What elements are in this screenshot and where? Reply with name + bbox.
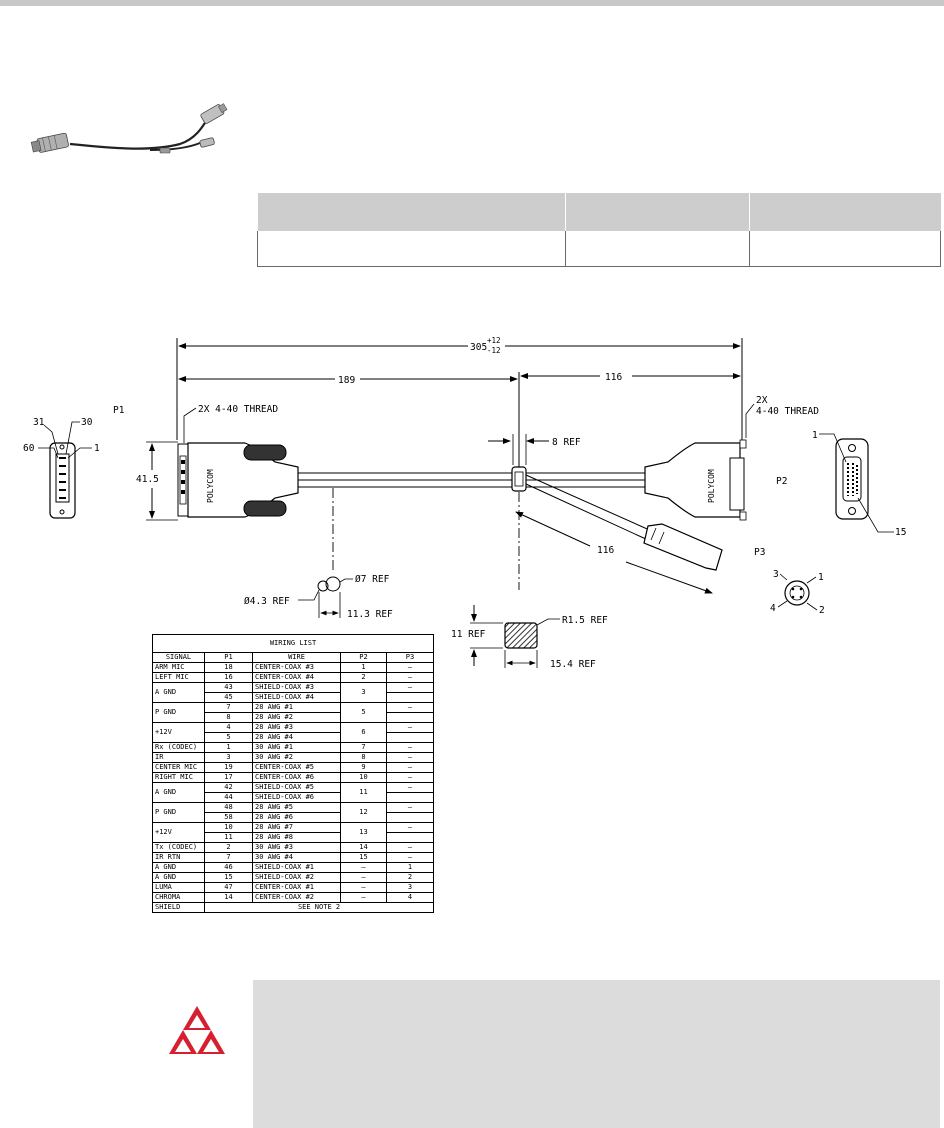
wiring-p3-empty xyxy=(387,733,434,743)
wiring-row xyxy=(153,883,434,893)
wiring-wire: SHIELD-COAX #6 xyxy=(253,793,341,803)
p2-brand-mark: POLYCOM xyxy=(707,469,716,503)
wiring-p1: 47 xyxy=(205,883,253,893)
wiring-p1: 16 xyxy=(205,673,253,683)
wiring-signal: +12V xyxy=(153,823,205,843)
wiring-row xyxy=(153,893,434,903)
wiring-signal: A GND xyxy=(153,863,205,873)
wiring-wire: SHIELD-COAX #5 xyxy=(253,783,341,793)
wiring-p3: — xyxy=(387,853,434,863)
wiring-wire: CENTER-COAX #6 xyxy=(253,773,341,783)
wiring-signal: A GND xyxy=(153,783,205,803)
wiring-signal: LEFT MIC xyxy=(153,673,205,683)
table-header-cell xyxy=(750,193,941,231)
wiring-signal: A GND xyxy=(153,683,205,703)
p1-brand-mark: POLYCOM xyxy=(206,469,215,503)
p3-pin-2: 2 xyxy=(819,605,825,616)
wiring-p2: — xyxy=(341,893,387,903)
wiring-p2: 11 xyxy=(341,783,387,803)
wiring-p3: — xyxy=(387,683,434,693)
wiring-p1: 3 xyxy=(205,753,253,763)
wiring-wire: CENTER-COAX #5 xyxy=(253,763,341,773)
p2-label: P2 xyxy=(776,476,788,487)
wiring-p3-empty xyxy=(387,693,434,703)
wiring-p2: 14 xyxy=(341,843,387,853)
wiring-p3: 2 xyxy=(387,873,434,883)
ring-inner-diameter: Ø4.3 REF xyxy=(244,596,290,607)
wiring-p3: 4 xyxy=(387,893,434,903)
wiring-p3-empty xyxy=(387,813,434,823)
wiring-p3: — xyxy=(387,763,434,773)
ring-outer-diameter: Ø7 REF xyxy=(355,574,390,585)
wiring-shield-note: SEE NOTE 2 xyxy=(205,903,434,913)
wiring-p1: 43 xyxy=(205,683,253,693)
ferrite-detail xyxy=(451,605,608,670)
wiring-p1: 42 xyxy=(205,783,253,793)
wiring-p3: — xyxy=(387,843,434,853)
note-box xyxy=(253,980,940,1128)
p2-thread-label-2: 4-40 THREAD xyxy=(756,406,819,417)
wiring-p2: 9 xyxy=(341,763,387,773)
ring-width: 11.3 REF xyxy=(347,609,393,620)
wiring-wire: SHIELD-COAX #3 xyxy=(253,683,341,693)
wiring-header-wire: WIRE xyxy=(253,653,341,663)
wiring-p1: 46 xyxy=(205,863,253,873)
height-dimension xyxy=(136,442,178,520)
wiring-list-table xyxy=(152,634,434,913)
wiring-wire: 28 AWG #6 xyxy=(253,813,341,823)
wiring-p2: 2 xyxy=(341,673,387,683)
wiring-signal: LUMA xyxy=(153,883,205,893)
wiring-p1: 15 xyxy=(205,873,253,883)
top-rule xyxy=(0,0,944,6)
table-header-cell xyxy=(566,193,750,231)
wiring-p1: 4 xyxy=(205,723,253,733)
ferrite-height: 11 REF xyxy=(451,629,486,640)
wiring-p3: — xyxy=(387,803,434,813)
wiring-wire: CENTER-COAX #2 xyxy=(253,893,341,903)
wiring-wire: 28 AWG #5 xyxy=(253,803,341,813)
p1-pin-30: 30 xyxy=(81,417,93,428)
wiring-wire: 30 AWG #2 xyxy=(253,753,341,763)
wiring-row xyxy=(153,683,434,693)
wiring-wire: 28 AWG #8 xyxy=(253,833,341,843)
dim-116-branch: 116 xyxy=(597,545,615,556)
p2-connector xyxy=(645,395,819,520)
wiring-signal: SHIELD xyxy=(153,903,205,913)
table-cell xyxy=(566,231,750,267)
wiring-wire: 28 AWG #2 xyxy=(253,713,341,723)
ferrite-length: 15.4 REF xyxy=(550,659,596,670)
wiring-p1: 10 xyxy=(205,823,253,833)
wiring-p1: 8 xyxy=(205,713,253,723)
wiring-p2: 13 xyxy=(341,823,387,843)
wiring-header-p2: P2 xyxy=(341,653,387,663)
wiring-row xyxy=(153,843,434,853)
wiring-wire: 28 AWG #7 xyxy=(253,823,341,833)
p1-face-view xyxy=(23,405,125,518)
table-header-row xyxy=(258,193,941,231)
wiring-wire: CENTER-COAX #1 xyxy=(253,883,341,893)
wiring-signal: Tx (CODEC) xyxy=(153,843,205,853)
wiring-p2: — xyxy=(341,883,387,893)
wiring-wire: 30 AWG #4 xyxy=(253,853,341,863)
p2-thread-label-1: 2X xyxy=(756,395,768,406)
wiring-signal: P GND xyxy=(153,703,205,723)
wiring-p3: 1 xyxy=(387,863,434,873)
overall-length-dimension xyxy=(177,336,742,440)
p3-pin-3: 3 xyxy=(773,569,779,580)
wiring-p2: 6 xyxy=(341,723,387,743)
wiring-p1: 11 xyxy=(205,833,253,843)
wiring-p3: — xyxy=(387,663,434,673)
brand-logo-icon xyxy=(168,1004,226,1056)
wiring-title-row xyxy=(153,635,434,653)
wiring-header-signal: SIGNAL xyxy=(153,653,205,663)
wiring-row xyxy=(153,853,434,863)
p1-label: P1 xyxy=(113,405,125,416)
wiring-p2: — xyxy=(341,873,387,883)
wiring-p3: 3 xyxy=(387,883,434,893)
dim-8-ref: 8 REF xyxy=(552,437,581,448)
wiring-header-p3: P3 xyxy=(387,653,434,663)
wiring-signal: P GND xyxy=(153,803,205,823)
overall-tol-plus: +12 xyxy=(487,336,501,345)
p2-face-view xyxy=(812,430,906,538)
ring-detail xyxy=(244,574,393,620)
wiring-wire: SHIELD-COAX #1 xyxy=(253,863,341,873)
wiring-list-title: WIRING LIST xyxy=(153,635,434,653)
wiring-wire: 28 AWG #3 xyxy=(253,723,341,733)
wiring-p1: 45 xyxy=(205,693,253,703)
wiring-row xyxy=(153,743,434,753)
wiring-p3: — xyxy=(387,723,434,733)
p1-connector xyxy=(178,404,298,517)
p1-pin-60: 60 xyxy=(23,443,35,454)
wiring-row xyxy=(153,753,434,763)
wiring-p3: — xyxy=(387,773,434,783)
wiring-p1: 18 xyxy=(205,663,253,673)
wiring-row xyxy=(153,663,434,673)
dim-41-5: 41.5 xyxy=(136,474,159,485)
wiring-p2: 5 xyxy=(341,703,387,723)
wiring-row xyxy=(153,873,434,883)
wiring-row xyxy=(153,863,434,873)
wiring-wire: 28 AWG #4 xyxy=(253,733,341,743)
wiring-signal: Rx (CODEC) xyxy=(153,743,205,753)
wiring-p3: — xyxy=(387,673,434,683)
part-number-table xyxy=(257,193,941,267)
wiring-p2: 3 xyxy=(341,683,387,703)
dim-116-top: 116 xyxy=(605,372,623,383)
wiring-p3-empty xyxy=(387,833,434,843)
wiring-p3: — xyxy=(387,753,434,763)
wiring-header-row xyxy=(153,653,434,663)
table-row xyxy=(258,231,941,267)
wiring-signal: IR xyxy=(153,753,205,763)
overall-tol-minus: -12 xyxy=(487,346,501,355)
wiring-row xyxy=(153,803,434,813)
wiring-wire: SHIELD-COAX #4 xyxy=(253,693,341,703)
wiring-p1: 17 xyxy=(205,773,253,783)
wiring-p1: 7 xyxy=(205,853,253,863)
wiring-p1: 58 xyxy=(205,813,253,823)
cable-thumbnail xyxy=(30,106,230,166)
p3-face-view xyxy=(754,547,825,616)
dim-189: 189 xyxy=(338,375,356,386)
wiring-p3: — xyxy=(387,703,434,713)
wiring-wire: 28 AWG #1 xyxy=(253,703,341,713)
wiring-p3-empty xyxy=(387,713,434,723)
wiring-p2: 10 xyxy=(341,773,387,783)
wiring-p1: 48 xyxy=(205,803,253,813)
wiring-row xyxy=(153,823,434,833)
table-header-cell xyxy=(258,193,566,231)
p1-pin-31: 31 xyxy=(33,417,45,428)
cable-body xyxy=(298,434,645,590)
wiring-wire: 30 AWG #3 xyxy=(253,843,341,853)
wiring-p1: 5 xyxy=(205,733,253,743)
wiring-p1: 7 xyxy=(205,703,253,713)
wiring-p3: — xyxy=(387,783,434,793)
wiring-wire: 30 AWG #1 xyxy=(253,743,341,753)
wiring-row-shield xyxy=(153,903,434,913)
wiring-signal: CENTER MIC xyxy=(153,763,205,773)
wiring-signal: A GND xyxy=(153,873,205,883)
wiring-p1: 2 xyxy=(205,843,253,853)
wiring-signal: IR RTN xyxy=(153,853,205,863)
wiring-p1: 19 xyxy=(205,763,253,773)
wiring-wire: CENTER-COAX #3 xyxy=(253,663,341,673)
wiring-p3: — xyxy=(387,823,434,833)
wiring-p1: 14 xyxy=(205,893,253,903)
wiring-p3-empty xyxy=(387,793,434,803)
table-cell xyxy=(258,231,566,267)
wiring-p2: — xyxy=(341,863,387,873)
wiring-p2: 8 xyxy=(341,753,387,763)
wiring-signal: RIGHT MIC xyxy=(153,773,205,783)
overall-length-value: 305 xyxy=(470,342,488,353)
wiring-header-p1: P1 xyxy=(205,653,253,663)
wiring-row xyxy=(153,763,434,773)
wiring-p2: 7 xyxy=(341,743,387,753)
wiring-row xyxy=(153,673,434,683)
wiring-signal: CHROMA xyxy=(153,893,205,903)
wiring-row xyxy=(153,703,434,713)
wiring-p2: 12 xyxy=(341,803,387,823)
ferrite-radius: R1.5 REF xyxy=(562,615,608,626)
wiring-row xyxy=(153,783,434,793)
wiring-p1: 44 xyxy=(205,793,253,803)
table-cell xyxy=(750,231,941,267)
p2-pin-1: 1 xyxy=(812,430,818,441)
wiring-row xyxy=(153,723,434,733)
wiring-signal: +12V xyxy=(153,723,205,743)
wiring-signal: ARM MIC xyxy=(153,663,205,673)
wiring-p3: — xyxy=(387,743,434,753)
p1-thread-label: 2X 4-40 THREAD xyxy=(198,404,279,415)
p3-pin-1: 1 xyxy=(818,572,824,583)
p3-label: P3 xyxy=(754,547,766,558)
p2-pin-15: 15 xyxy=(895,527,907,538)
wiring-wire: CENTER-COAX #4 xyxy=(253,673,341,683)
wiring-p2: 1 xyxy=(341,663,387,673)
wiring-wire: SHIELD-COAX #2 xyxy=(253,873,341,883)
p3-pin-4: 4 xyxy=(770,603,776,614)
wiring-p2: 15 xyxy=(341,853,387,863)
wiring-row xyxy=(153,773,434,783)
wiring-p1: 1 xyxy=(205,743,253,753)
p1-pin-1: 1 xyxy=(94,443,100,454)
